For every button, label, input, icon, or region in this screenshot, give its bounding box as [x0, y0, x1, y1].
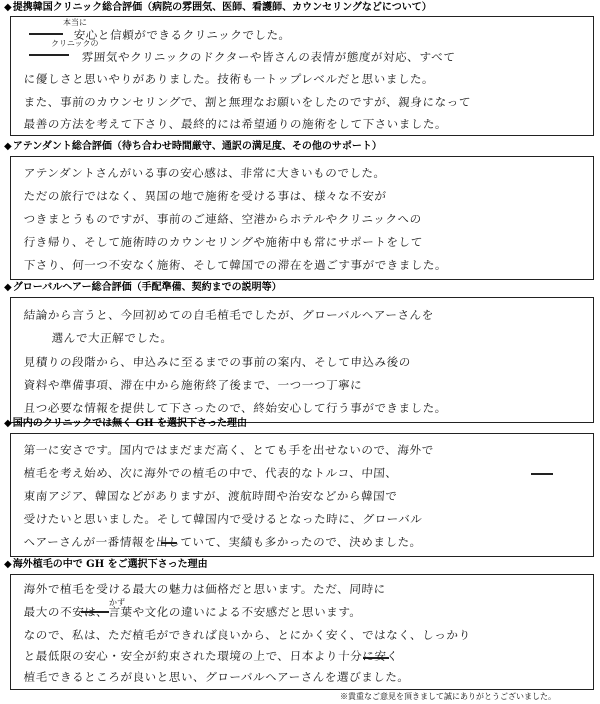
handwritten-insert-note: かず	[109, 598, 125, 607]
handwritten-line: 植毛できるところが良いと思い、グローバルヘアーさんを選びました。	[23, 670, 411, 684]
answer-box-clinic	[10, 16, 594, 136]
handwritten-line: アテンダントさんがいる事の安心感は、非常に大きいものでした。	[23, 166, 387, 180]
section-title: グローバルヘアー総合評価（手配準備、契約までの説明等）	[12, 282, 282, 293]
handwritten-line: 下さり、何一つ不安なく施術、そして韓国での滞在を過ごす事ができました。	[23, 258, 448, 272]
section-title: 提携韓国クリニック総合評価（病院の雰囲気、医師、看護師、カウンセリングなどについて）	[12, 2, 432, 13]
handwritten-line: 第一に安さです。国内ではまだまだ高く、とても手を出せないので、海外で	[23, 443, 435, 457]
handwritten-line: 受けたいと思いました。そして韓国内で受けるとなった時に、グローバル	[23, 512, 423, 526]
section-title: 海外植毛の中で GH をご選択下さった理由	[12, 559, 208, 570]
section-heading-attendant: ◆アテンダント総合評価（待ち合わせ時間厳守、通訳の满足度、その他のサポート）	[4, 141, 382, 152]
handwritten-line: 最大の不安は、言葉や文化の違いによる不安感だと思います。	[23, 605, 363, 619]
handwritten-line: 行き帰り、そして施術時のカウンセリングや施術中も常にサポートをして	[23, 235, 424, 249]
handwritten-line: に優しさと思いやりがありました。技術も一トップレベルだと思いました。	[23, 72, 435, 86]
handwritten-line: ヘアーさんが一番情報を出していて、実績も多かったので、決めました。	[23, 535, 423, 549]
strike-through-mark	[29, 54, 69, 56]
handwritten-line: 植毛を考え始め、次に海外での植毛の中で、代表的なトルコ、中国、	[23, 466, 399, 480]
section-heading-domestic-reason: ◆国内のクリニックでは無く GH を選択下さった理由	[4, 418, 248, 429]
handwritten-line: 且つ必要な情報を提供して下さったので、終始安心して行う事ができました。	[23, 401, 448, 415]
handwritten-insert-note: クリニックの	[51, 39, 99, 48]
handwritten-insert-note: 本当に	[63, 18, 87, 27]
answer-box-domestic-reason	[10, 433, 594, 557]
handwritten-line: 選んで大正解でした。	[51, 331, 174, 345]
answer-box-overseas-reason	[10, 574, 594, 690]
section-title: アテンダント総合評価（待ち合わせ時間厳守、通訳の满足度、その他のサポート）	[12, 141, 382, 152]
handwritten-line: また、事前のカウンセリングで、割と無理なお願いをしたのですが、親身になって	[23, 95, 472, 109]
handwritten-line: なので、私は、ただ植毛ができれば良いから、とにかく安く、ではなく、しっかり	[23, 628, 472, 642]
handwritten-line: 雰囲気やクリニックのドクターや皆さんの表情が態度が対応、すべて	[81, 50, 456, 64]
handwritten-line: 安心と信頼ができるクリニックでした。	[73, 28, 292, 42]
handwritten-line: と最低限の安心・安全が約束された環境の上で、日本より十分に安く	[23, 649, 400, 663]
handwritten-line: ただの旅行ではなく、異国の地で施術を受ける事は、様々な不安が	[23, 189, 387, 203]
handwritten-line: 見積りの段階から、申込みに至るまでの事前の案内、そして申込み後の	[23, 355, 412, 369]
handwritten-line: 最善の方法を考えて下さり、最終的には希望通りの施術をして下さいました。	[23, 117, 448, 131]
section-heading-global-hair: ◆グローバルヘアー総合評価（手配準備、契約までの説明等）	[4, 282, 282, 293]
handwritten-line: 東南アジア、韓国などがありますが、渡航時間や治安などから韓国で	[23, 489, 398, 503]
answer-box-global-hair	[10, 297, 594, 423]
section-title: 国内のクリニックでは無く GH を選択下さった理由	[12, 418, 248, 429]
handwritten-line: 海外で植毛を受ける最大の魅力は価格だと思います。ただ、同時に	[23, 582, 387, 596]
handwritten-line: 結論から言うと、今回初めての自毛植毛でしたが、グローバルヘアーさんを	[23, 308, 435, 322]
section-heading-clinic: ◆提携韓国クリニック総合評価（病院の雰囲気、医師、看護師、カウンセリングなどについて）	[4, 2, 432, 13]
footer-thanks-note: ※貴重なご意見を頂きまして誠にありがとうございました。	[340, 692, 556, 701]
handwritten-line: つきまとうものですが、事前のご連絡、空港からホテルやクリニックへの	[23, 212, 423, 226]
answer-box-attendant	[10, 156, 594, 280]
strike-through-mark	[29, 33, 63, 35]
section-heading-overseas-reason: ◆海外植毛の中で GH をご選択下さった理由	[4, 559, 208, 570]
handwritten-line: 資料や準備事項、滞在中から施術終了後まで、一つ一つ丁寧に	[23, 378, 363, 392]
